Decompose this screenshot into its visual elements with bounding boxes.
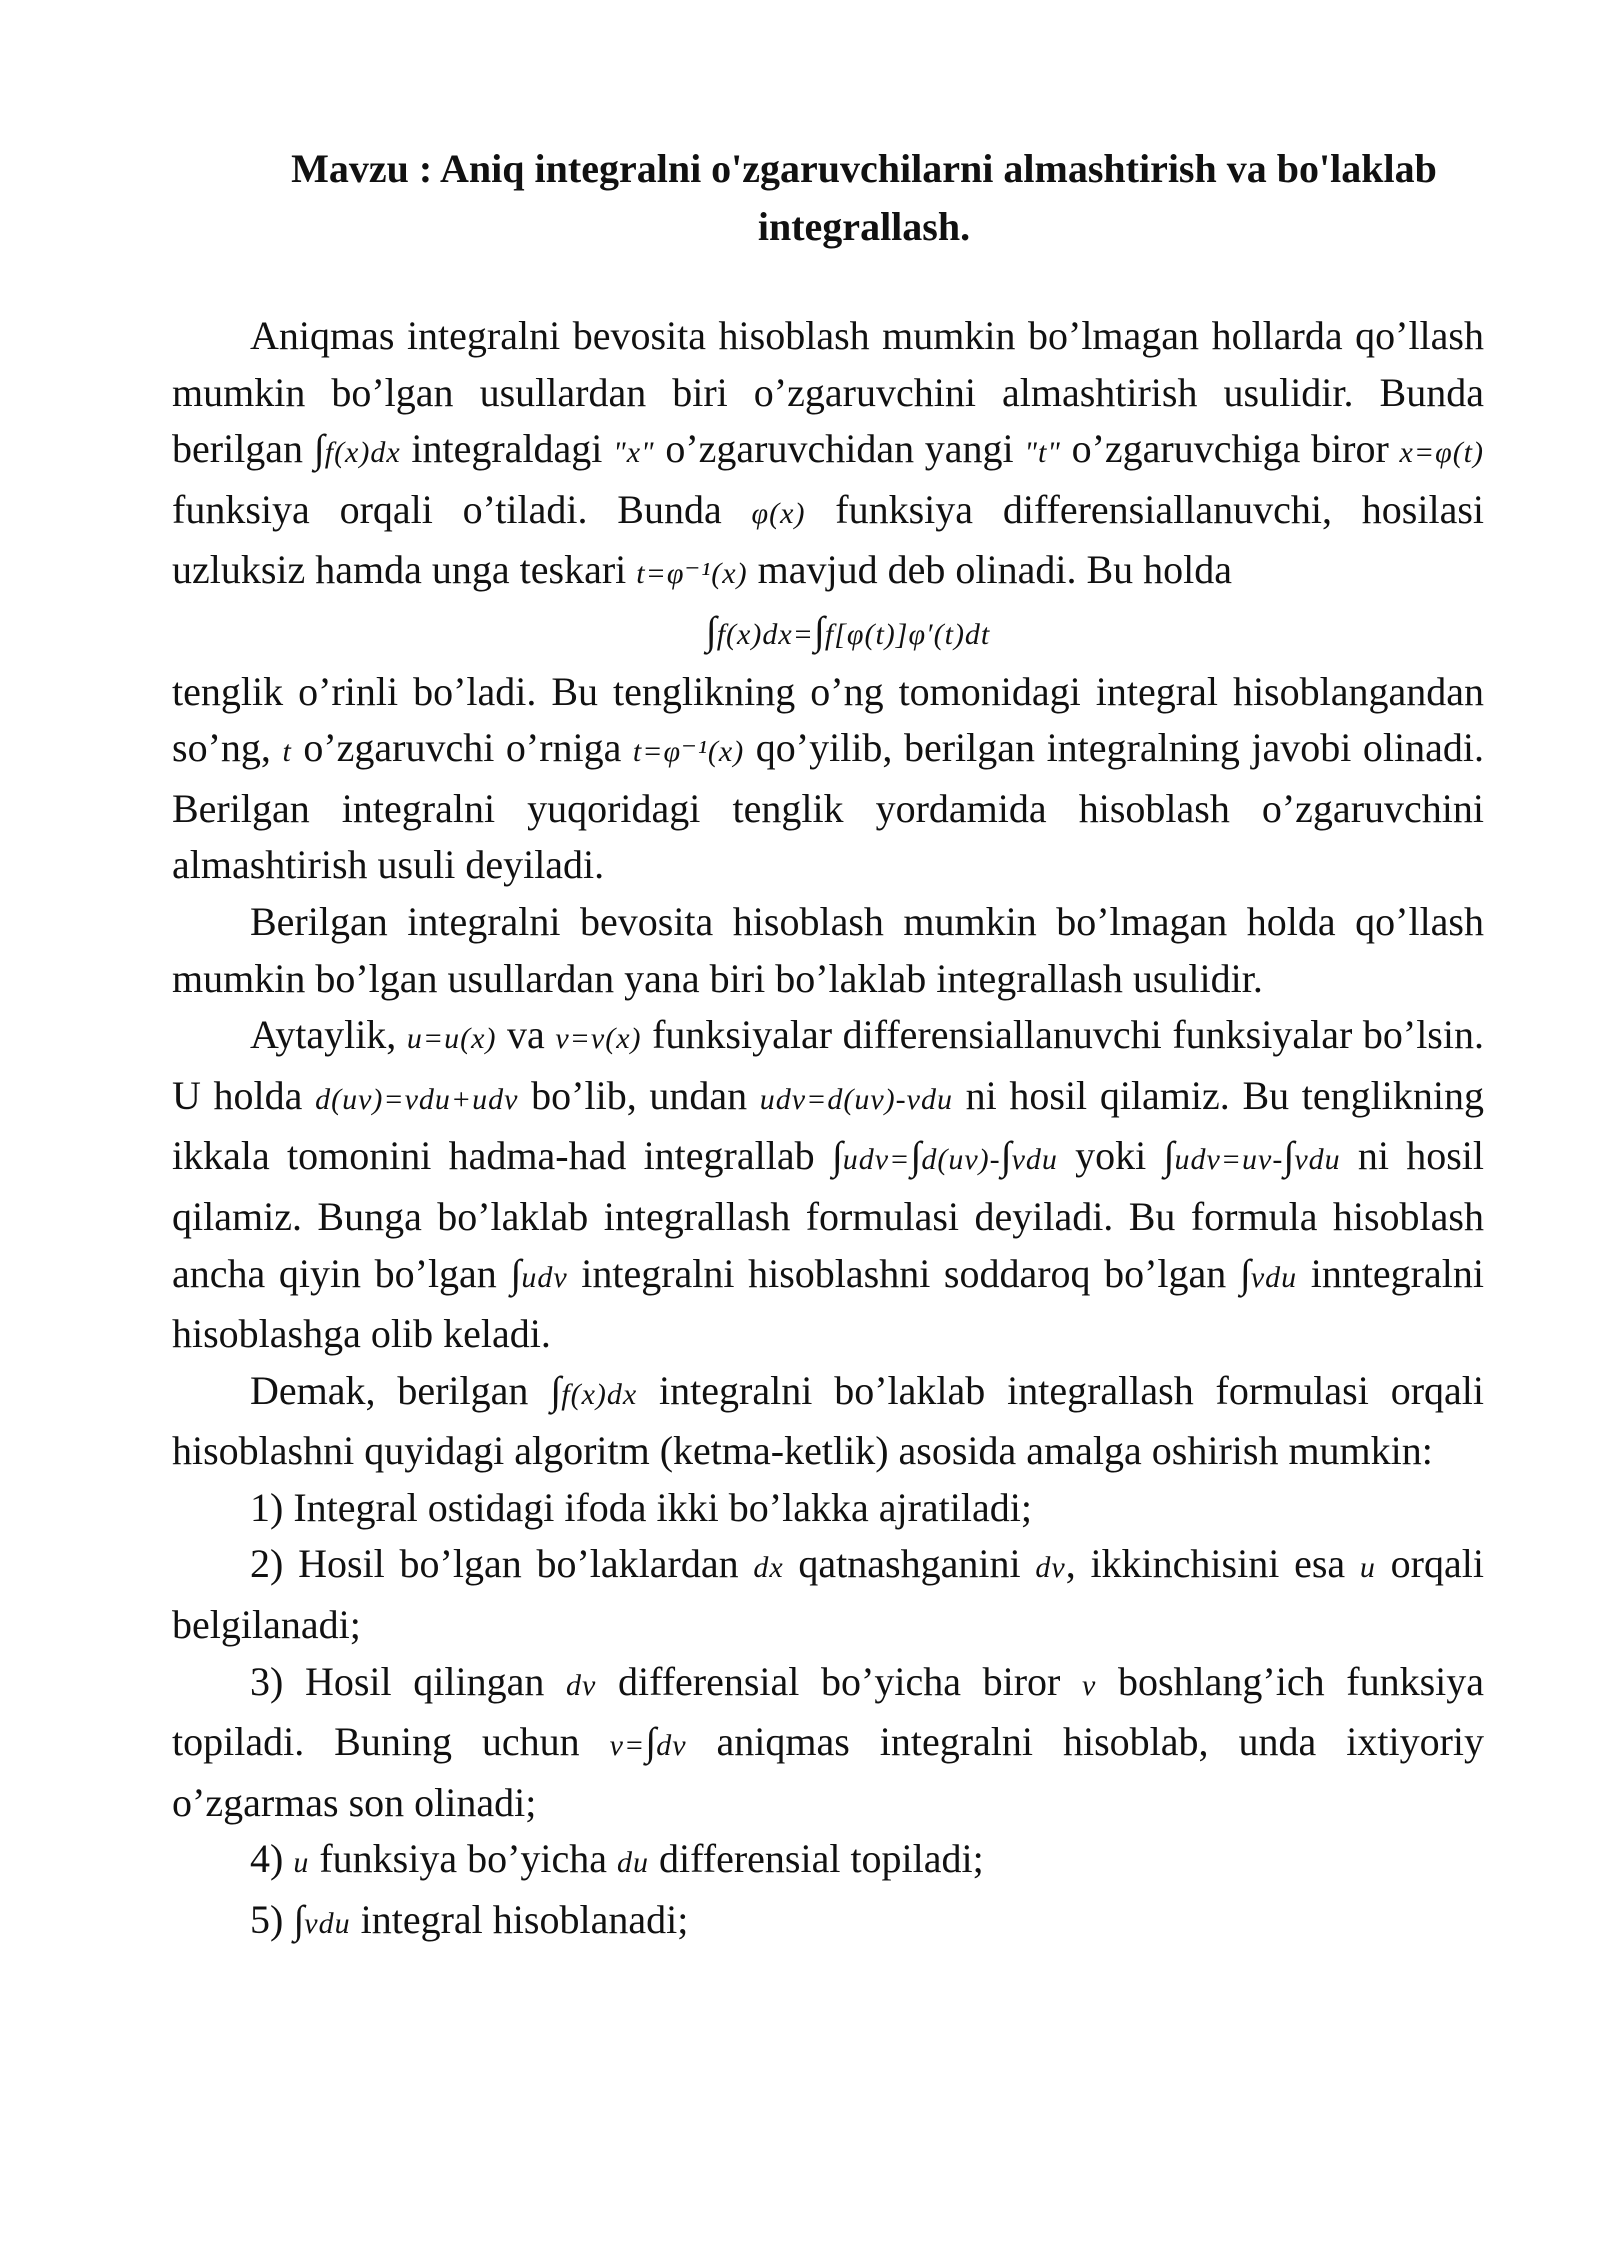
integral-sign: ∫ [831,1133,843,1179]
formula-inline: ∫udv [510,1250,568,1296]
formula-inline: du [617,1846,650,1880]
algorithm-step-4 [172,1831,1484,1892]
integral-sign: ∫ [313,426,325,472]
text-run: 3) Hosil qilingan [250,1658,567,1704]
text-run: integralni bo’laklab integrallash formulasi orqali hisoblashni quyidagi algoritm (ketma-ketlik) asosida amalga oshirish mumkin: [172,1367,1485,1474]
text-run: differensial topiladi; [649,1836,984,1882]
formula-inline: t [282,735,292,769]
algorithm-step-1: 1) Integral ostidagi ifoda ikki bo’lakka ajratiladi; [250,1484,1032,1530]
formula-inline: u [1359,1551,1376,1585]
text-run: integralni hisoblashni soddaroq bo’lgan [567,1250,1240,1296]
text-run: mavjud deb olinadi. Bu holda [747,547,1232,593]
integral-sign: ∫ [1000,1133,1012,1179]
formula-inline: ∫udv=uv-∫vdu [1163,1133,1341,1179]
formula-inline: dv [1035,1551,1066,1585]
formula-inline: t=φ⁻¹(x) [636,557,748,591]
document-page [172,140,1484,1953]
algorithm-step-3 [172,1654,1484,1832]
text-run: , ikkinchisini esa [1065,1541,1360,1587]
text-run: differensial bo’yicha biror [596,1658,1083,1704]
title-line-2: integrallash. [757,204,971,249]
formula-inline: v=∫dv [609,1719,687,1765]
text-run: orqali belgilanadi; [172,1541,1484,1648]
text-run: bo’lib, undan [518,1072,760,1118]
text-run: Demak, berilgan [250,1367,551,1413]
integral-sign: ∫ [1163,1133,1175,1179]
text-run: ni hosil qilamiz. Bu tenglikning ikkala tomonini hadma-had integrallab [172,1072,1484,1179]
substitution-formula: ∫f(x)dx=∫f[φ(t)]φ′(t)dt [705,607,991,653]
text-run: 5) [250,1897,294,1943]
formula-inline: ∫vdu [293,1897,351,1943]
text-run: integral hisoblanadi; [350,1897,689,1943]
formula-inline: v=v(x) [555,1022,642,1056]
integral-sign: ∫ [1283,1133,1295,1179]
text-run: inntegralni hisoblashga olib keladi. [172,1250,1484,1357]
text-run: va [496,1012,556,1058]
text-run: integraldagi [400,426,614,472]
paragraph-parts-formula [172,1007,1484,1363]
text-run: qatnashganini [783,1541,1036,1587]
title-line-1: Mavzu : Aniq integralni o'zgaruvchilarni almashtirish va bo'laklab [291,146,1437,191]
formula-inline: t=φ⁻¹(x) [632,735,745,769]
paragraph-substitution-result [172,664,1484,894]
text-run: Aniqmas integralni bevosita hisoblash mumkin bo’lmagan hollarda qo’llash mumkin bo’lgan usullardan biri o’zgaruvchini almashtirish usulidir. Bunda berilgan [172,313,1484,472]
document-title [172,140,1484,256]
text-run: Aytaylik, [250,1012,407,1058]
text-run: tenglik o’rinli bo’ladi. Bu tenglikning o’ng tomonidagi integral hisoblangandan so’ng, [172,668,1484,771]
text-run: yoki [1057,1133,1164,1179]
text-run: funksiya bo’yicha [309,1836,618,1882]
integral-sign: ∫ [550,1367,562,1413]
text-run: funksiyalar differensiallanuvchi funksiyalar bo’lsin. U holda [172,1012,1484,1118]
integral-sign: ∫ [510,1250,522,1296]
text-run: funksiya orqali o’tiladi. Bunda [172,486,752,532]
formula-inline: ∫vdu [1239,1250,1298,1296]
formula-display [172,603,1484,664]
integral-sign: ∫ [910,1133,922,1179]
algorithm-step-5 [172,1892,1484,1953]
formula-inline: u=u(x) [406,1022,497,1056]
formula-inline: ∫f(x)dx [550,1367,638,1413]
text-run: funksiya differensiallanuvchi, hosilasi uzluksiz hamda unga teskari [172,486,1485,593]
formula-inline: v [1082,1668,1097,1702]
text-run: 4) [250,1836,294,1882]
formula-inline: udv=d(uv)-vdu [759,1082,953,1116]
algorithm-step-2 [172,1536,1484,1653]
formula-inline: dv [566,1668,597,1702]
integral-sign: ∫ [293,1897,305,1943]
paragraph-substitution-intro [172,308,1484,603]
text-run: 2) Hosil bo’lgan bo’laklardan [250,1541,754,1587]
text-run: qo’yilib, berilgan integralning javobi olinadi. Berilgan integralni yuqoridagi tenglik yordamida hisoblash o’zgaruvchini almashtirish usuli deyiladi. [172,725,1484,888]
text-run: o’zgaruvchidan yangi [654,426,1025,472]
text-run: ni hosil qilamiz. Bunga bo’laklab integrallash formulasi deyiladi. Bu formula hisoblash ancha qiyin bo’lgan [172,1133,1484,1296]
text-run: o’zgaruvchiga biror [1060,426,1400,472]
formula-inline: u [293,1846,310,1880]
text-run: o’zgaruvchi o’rniga [291,725,633,771]
formula-inline: dx [753,1551,784,1585]
paragraph-parts-intro: Berilgan integralni bevosita hisoblash mumkin bo’lmagan holda qo’llash mumkin bo’lgan usullardan yana biri bo’laklab integrallash usulidir. [172,898,1484,1001]
formula-inline: "t" [1024,436,1061,470]
formula-inline: φ(x) [751,496,806,530]
formula-inline: ∫f(x)dx [313,426,401,472]
paragraph-algorithm-intro [172,1363,1484,1480]
text-run: aniqmas integralni hisoblab, unda ixtiyoriy o’zgarmas son olinadi; [172,1719,1484,1825]
integral-sign: ∫ [1239,1250,1251,1296]
integral-sign: ∫ [645,1719,657,1765]
formula-inline: ∫udv=∫d(uv)-∫vdu [831,1133,1058,1179]
integral-sign: ∫ [705,607,717,653]
formula-inline: d(uv)=vdu+udv [315,1082,519,1116]
formula-inline: x=φ(t) [1399,436,1485,470]
integral-sign: ∫ [813,607,825,653]
formula-inline: "x" [613,436,655,470]
text-run: boshlang’ich funksiya topiladi. Buning uchun [172,1658,1484,1765]
